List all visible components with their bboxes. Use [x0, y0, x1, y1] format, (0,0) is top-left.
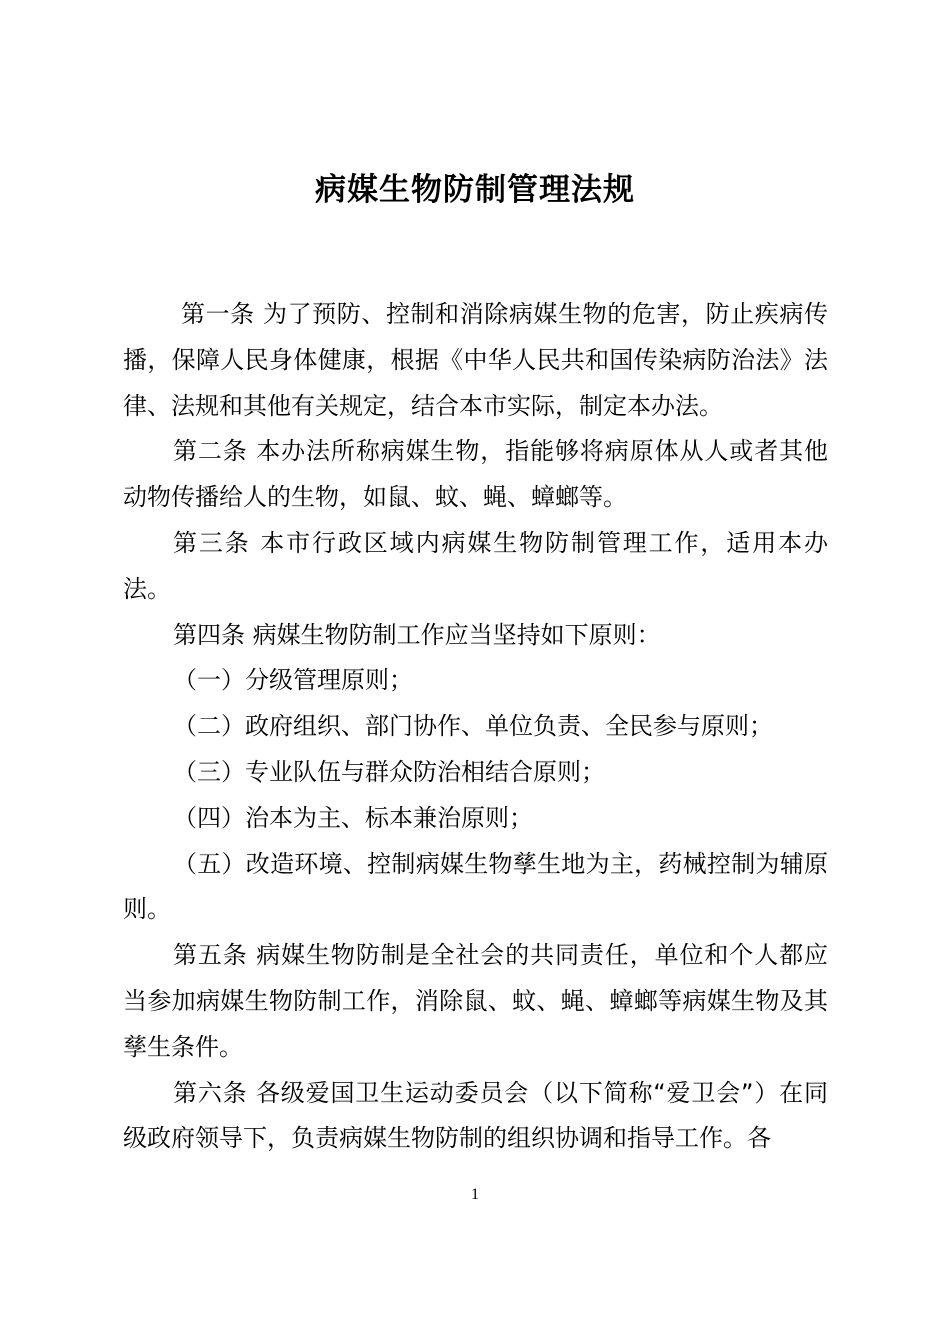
principle-5-item: （五）改造环境、控制病媒生物孳生地为主，药械控制为辅原则。	[123, 849, 828, 924]
principle-4-item: （四）治本为主、标本兼治原则；	[173, 803, 533, 832]
principle-3-item: （三）专业队伍与群众防治相结合原则；	[173, 757, 605, 786]
article-6-paragraph: 第六条 各级爱国卫生运动委员会（以下简称“爱卫会”）在同级政府领导下，负责病媒生物防制的组织协调和指导工作。各	[123, 1078, 828, 1153]
article-1-paragraph: 第一条 为了预防、控制和消除病媒生物的危害，防止疾病传播，保障人民身体健康，根据《中华人民共和国传染病防治法》法律、法规和其他有关规定，结合本市实际，制定本办法。	[123, 300, 828, 420]
principle-1-item: （一）分级管理原则；	[173, 666, 413, 695]
document-title: 病媒生物防制管理法规	[315, 172, 635, 208]
article-2-paragraph: 第二条 本办法所称病媒生物，指能够将病原体从人或者其他动物传播给人的生物，如鼠、蚊、蝇、蟑螂等。	[123, 437, 828, 512]
page-number: 1	[471, 1186, 479, 1203]
article-4-paragraph: 第四条 病媒生物防制工作应当坚持如下原则：	[173, 620, 661, 649]
article-5-paragraph: 第五条 病媒生物防制是全社会的共同责任，单位和个人都应当参加病媒生物防制工作，消除鼠、蚊、蝇、蟑螂等病媒生物及其孳生条件。	[123, 941, 828, 1061]
principle-2-item: （二）政府组织、部门协作、单位负责、全民参与原则；	[173, 712, 773, 741]
document-body	[123, 292, 828, 1162]
article-3-paragraph: 第三条 本市行政区域内病媒生物防制管理工作，适用本办法。	[123, 528, 828, 603]
